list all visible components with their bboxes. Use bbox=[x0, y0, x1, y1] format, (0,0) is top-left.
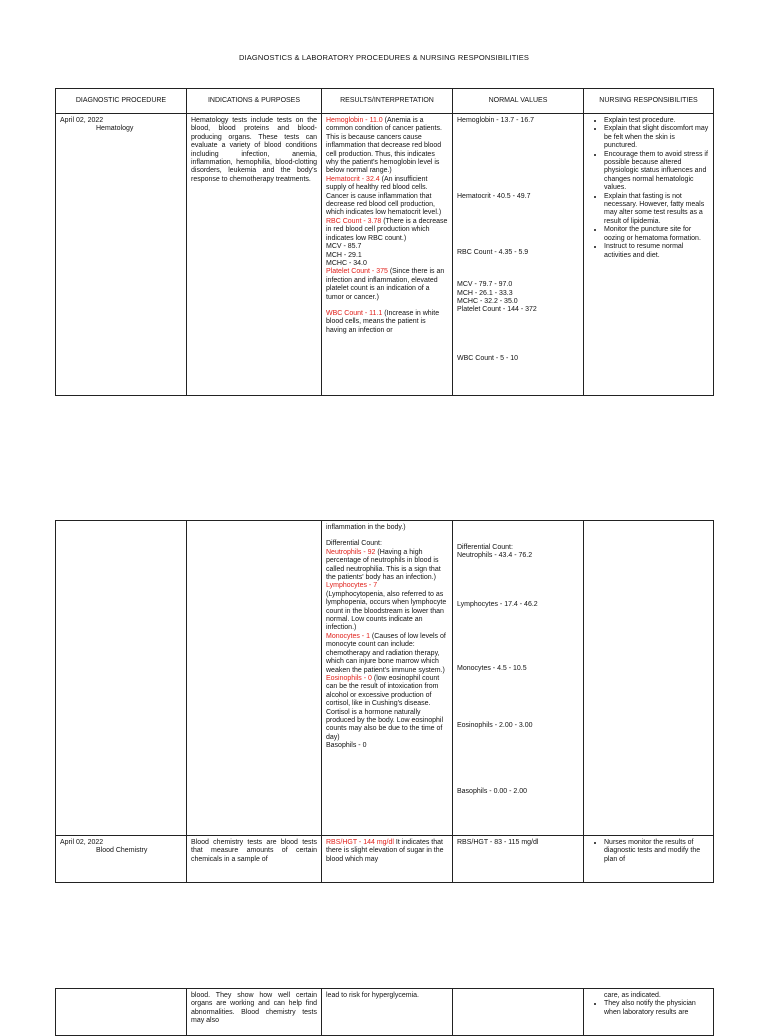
result-differential-label: Differential Count: bbox=[326, 540, 382, 548]
normal-platelet: Platelet Count - 144 - 372 bbox=[457, 306, 537, 314]
list-item: • Monitor the puncture site for oozing or hematoma formation. bbox=[604, 226, 709, 243]
procedure-cell bbox=[56, 521, 187, 836]
normal-values-cell: RBS/HGT - 83 - 115 mg/dl bbox=[453, 836, 584, 883]
result-lymphocytes-label: Lymphocytes - 7 bbox=[326, 582, 378, 590]
procedure-cell bbox=[56, 114, 187, 396]
nursing-cell bbox=[584, 521, 714, 836]
result-mchc: MCHC - 34.0 bbox=[326, 259, 367, 267]
normal-neutrophils: Neutrophils - 43.4 - 76.2 bbox=[457, 552, 533, 560]
result-wbc: WBC Count - 11.1 (Increase in white blood cells, means the patient is having an infection or bbox=[326, 309, 440, 334]
table-row bbox=[56, 836, 714, 883]
normal-hemoglobin: Hemoglobin - 13.7 - 16.7 bbox=[457, 117, 535, 124]
list-item: • Explain test procedure. bbox=[604, 117, 709, 125]
result-wbc-continued: inflammation in the body.) bbox=[326, 524, 406, 531]
procedure-cell bbox=[56, 989, 187, 1036]
normal-values-cell bbox=[453, 521, 584, 836]
list-item: • Explain that slight discomfort may be felt when the skin is punctured. bbox=[604, 125, 709, 150]
page-title: DIAGNOSTICS & LABORATORY PROCEDURES & NURSING RESPONSIBILITIES bbox=[238, 53, 530, 62]
nursing-cell bbox=[584, 836, 714, 883]
normal-basophils: Basophils - 0.00 - 2.00 bbox=[457, 788, 528, 796]
results-cell bbox=[322, 521, 453, 836]
list-item: • Explain that fasting is not necessary. However, fatty meals may alter some test results as a result of lipidemia. bbox=[604, 193, 709, 227]
indications-cell: blood. They show how well certain organs are working and can help find abnormalities. Blood chemistry tests may also bbox=[187, 989, 322, 1036]
result-monocytes: Monocytes - 1 (Causes of low levels of monocyte count can include: chemotherapy and radiation therapy, which can injure bone marrow which weaken the patient's immune system.) bbox=[326, 632, 446, 674]
result-eosinophils: Eosinophils - 0 (low eosinophil count can be the result of intoxication from alcohol or excessive production of cortisol, like in Cushing's disease. Cortisol is a hormone naturally produced by the body. Low eosinophil counts may also be due to the time of day) bbox=[326, 674, 444, 741]
results-cell: lead to risk for hyperglycemia. bbox=[322, 989, 453, 1036]
result-lymphocytes-text: (Lymphocytopenia, also referred to as lymphopenia, occurs when lymphocyte count in the bloodstream is lower than normal. Low counts indicate an infection.) bbox=[326, 590, 447, 632]
procedure-name: Blood Chemistry bbox=[96, 847, 148, 855]
results-cell bbox=[322, 836, 453, 883]
table-row bbox=[56, 989, 714, 1036]
indications-cell: Hematology tests include tests on the blood, blood proteins and blood-producing organs. These tests can evaluate a variety of blood conditions including infection, anemia, inflammation, hemophilia, blood-clotting disorders, leukemia and the body's response to chemotherapy treatments. bbox=[187, 114, 322, 396]
header-normal-values: NORMAL VALUES bbox=[453, 89, 584, 114]
header-results: RESULTS/INTERPRETATION bbox=[322, 89, 453, 114]
table-row bbox=[56, 521, 714, 836]
list-item: • They also notify the physician when laboratory results are bbox=[604, 1000, 709, 1017]
procedure-date: April 02, 2022 bbox=[60, 839, 104, 846]
results-cell bbox=[322, 114, 453, 396]
nursing-cell bbox=[584, 989, 714, 1036]
normal-differential-label: Differential Count: bbox=[457, 544, 513, 551]
nursing-continued: care, as indicated. bbox=[604, 992, 661, 999]
lab-table-page-2 bbox=[55, 520, 714, 883]
list-item: • Nurses monitor the results of diagnostic tests and modify the plan of bbox=[604, 839, 709, 864]
table-row bbox=[56, 114, 714, 396]
result-mch: MCH - 29.1 bbox=[326, 251, 362, 259]
list-item: • Encourage them to avoid stress if possible because altered physiologic status influences and changes normal hematologic values. bbox=[604, 151, 709, 193]
header-nursing-responsibilities: NURSING RESPONSIBILITIES bbox=[584, 89, 714, 114]
result-basophils: Basophils - 0 bbox=[326, 742, 367, 750]
result-hemoglobin: Hemoglobin - 11.0 (Anemia is a common condition of cancer patients. This is because cancers cause inflammation that decrease red blood cell production. Thus, this indicates why the patient's hemoglobin level is below normal range.) bbox=[326, 117, 442, 175]
result-rbs: RBS/HGT - 144 mg/dl It indicates that there is slight elevation of sugar in the blood which may bbox=[326, 839, 444, 863]
normal-mchc: MCHC - 32.2 - 35.0 bbox=[457, 298, 518, 306]
result-hematocrit: Hematocrit - 32.4 (An insufficient supply of healthy red blood cells. Cancer is cause inflammation that decrease red blood cell production, which indicates low hematocrit level.) bbox=[326, 175, 442, 217]
procedure-date: April 02, 2022 bbox=[60, 117, 104, 124]
normal-wbc: WBC Count - 5 - 10 bbox=[457, 354, 519, 362]
header-diagnostic-procedure: DIAGNOSTIC PROCEDURE bbox=[56, 89, 187, 114]
normal-values-cell bbox=[453, 989, 584, 1036]
normal-values-cell bbox=[453, 114, 584, 396]
procedure-name: Hematology bbox=[96, 125, 134, 133]
normal-hematocrit: Hematocrit - 40.5 - 49.7 bbox=[457, 193, 531, 201]
normal-mcv: MCV - 79.7 - 97.0 bbox=[457, 281, 513, 289]
indications-cell: Blood chemistry tests are blood tests that measure amounts of certain chemicals in a sample of bbox=[187, 836, 322, 883]
normal-rbc: RBC Count - 4.35 - 5.9 bbox=[457, 248, 529, 256]
table-header-row bbox=[56, 89, 714, 114]
normal-lymphocytes: Lymphocytes - 17.4 - 46.2 bbox=[457, 600, 538, 608]
normal-monocytes: Monocytes - 4.5 - 10.5 bbox=[457, 665, 527, 673]
result-platelet: Platelet Count - 375 (Since there is an infection and inflammation, elevated platelet count is an indication of a tumor or cancer.) bbox=[326, 268, 445, 301]
result-mcv: MCV - 85.7 bbox=[326, 243, 362, 251]
header-indications: INDICATIONS & PURPOSES bbox=[187, 89, 322, 114]
procedure-cell bbox=[56, 836, 187, 883]
normal-mch: MCH - 26.1 - 33.3 bbox=[457, 289, 513, 297]
lab-table-page-1 bbox=[55, 88, 714, 396]
result-neutrophils: Neutrophils - 92 (Having a high percentage of neutrophils in blood is called neutrophilia. This is a sign that the patients' body has an infection.) bbox=[326, 548, 441, 582]
indications-cell bbox=[187, 521, 322, 836]
nursing-cell bbox=[584, 114, 714, 396]
lab-table-page-3 bbox=[55, 988, 714, 1036]
normal-eosinophils: Eosinophils - 2.00 - 3.00 bbox=[457, 721, 533, 729]
list-item: • Instruct to resume normal activities and diet. bbox=[604, 243, 709, 260]
result-rbc: RBC Count - 3.78 (There is a decrease in red blood cell production which indicates low RBC count.) bbox=[326, 217, 448, 242]
